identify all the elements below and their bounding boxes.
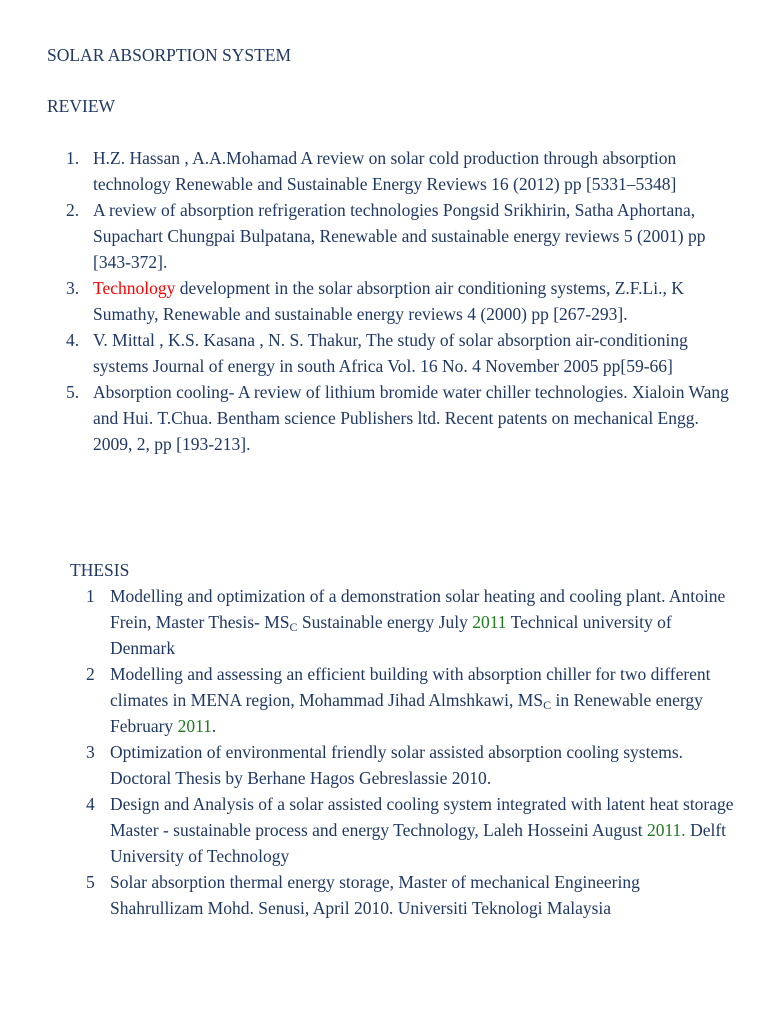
subscript-text: C [543,698,552,712]
highlighted-word: Technology [93,278,176,298]
document-title: SOLAR ABSORPTION SYSTEM [47,45,292,65]
reference-text: Design and Analysis of a solar assisted cooling system integrated with latent heat storage Master - sustainable process and energy Technology, Laleh Hosseini August [110,794,734,840]
reference-text: Sustainable energy July [297,612,473,632]
review-reference-item [66,327,736,379]
reference-text: H.Z. Hassan , A.A.Mohamad A review on solar cold production through absorption technology Renewable and Sustainable Energy Reviews 16 (2012) pp [5331–5348] [93,148,677,194]
reference-text: Delft University of Technology [110,820,727,866]
reference-number: 5. [66,382,80,402]
reference-text: Absorption cooling- A review of lithium bromide water chiller technologies. Xialoin Wang and Hui. T.Chua. Bentham science Publishers ltd. Recent patents on mechanical Engg. 2009, 2, pp [193-213]. [93,382,729,454]
reference-text: Optimization of environmental friendly solar assisted absorption cooling systems. Doctoral Thesis by Berhane Hagos Gebreslassie 2010. [110,742,684,788]
review-reference-item [66,275,736,327]
reference-number: 5 [86,872,95,892]
review-reference-item [66,197,736,275]
reference-number: 4 [86,794,95,814]
reference-number: 1 [86,586,95,606]
thesis-reference-item [86,661,736,739]
review-reference-item [66,145,736,197]
thesis-reference-item [86,869,736,921]
thesis-reference-item [86,791,736,869]
thesis-reference-list [86,583,736,921]
subscript-text: C [289,620,298,634]
reference-text: . [211,716,217,736]
thesis-heading: THESIS [70,560,130,580]
review-reference-list [66,145,736,457]
reference-number: 4. [66,330,80,350]
reference-number: 1. [66,148,80,168]
highlighted-year: 2011. [646,820,686,840]
reference-text: development in the solar absorption air conditioning systems, Z.F.Li., K Sumathy, Renewable and sustainable energy reviews 4 (2000) pp [267-293]. [93,278,684,324]
reference-text: Technical university of Denmark [110,612,672,658]
highlighted-year: 2011 [472,612,507,632]
review-reference-item [66,379,736,457]
reference-text: Modelling and optimization of a demonstration solar heating and cooling plant. Antoine Frein, Master Thesis- MS [110,586,726,632]
review-heading: REVIEW [47,96,116,116]
reference-text: A review of absorption refrigeration technologies Pongsid Srikhirin, Satha Aphortana, Supachart Chungpai Bulpatana, Renewable and sustainable energy reviews 5 (2001) pp [343-372]. [93,200,706,272]
thesis-reference-item [86,739,736,791]
reference-text: V. Mittal , K.S. Kasana , N. S. Thakur, The study of solar absorption air-conditioning systems Journal of energy in south Africa Vol. 16 No. 4 November 2005 pp[59-66] [93,330,688,376]
reference-text: Modelling and assessing an efficient building with absorption chiller for two different climates in MENA region, Mohammad Jihad Almshkawi, MS [110,664,711,710]
highlighted-year: 2011 [177,716,212,736]
reference-number: 2. [66,200,80,220]
reference-text: Solar absorption thermal energy storage, Master of mechanical Engineering Shahrullizam Mohd. Senusi, April 2010. Universiti Teknologi Malaysia [110,872,640,918]
thesis-reference-item [86,583,736,661]
reference-number: 2 [86,664,95,684]
reference-number: 3. [66,278,80,298]
reference-text: in Renewable energy February [110,690,703,736]
reference-number: 3 [86,742,95,762]
